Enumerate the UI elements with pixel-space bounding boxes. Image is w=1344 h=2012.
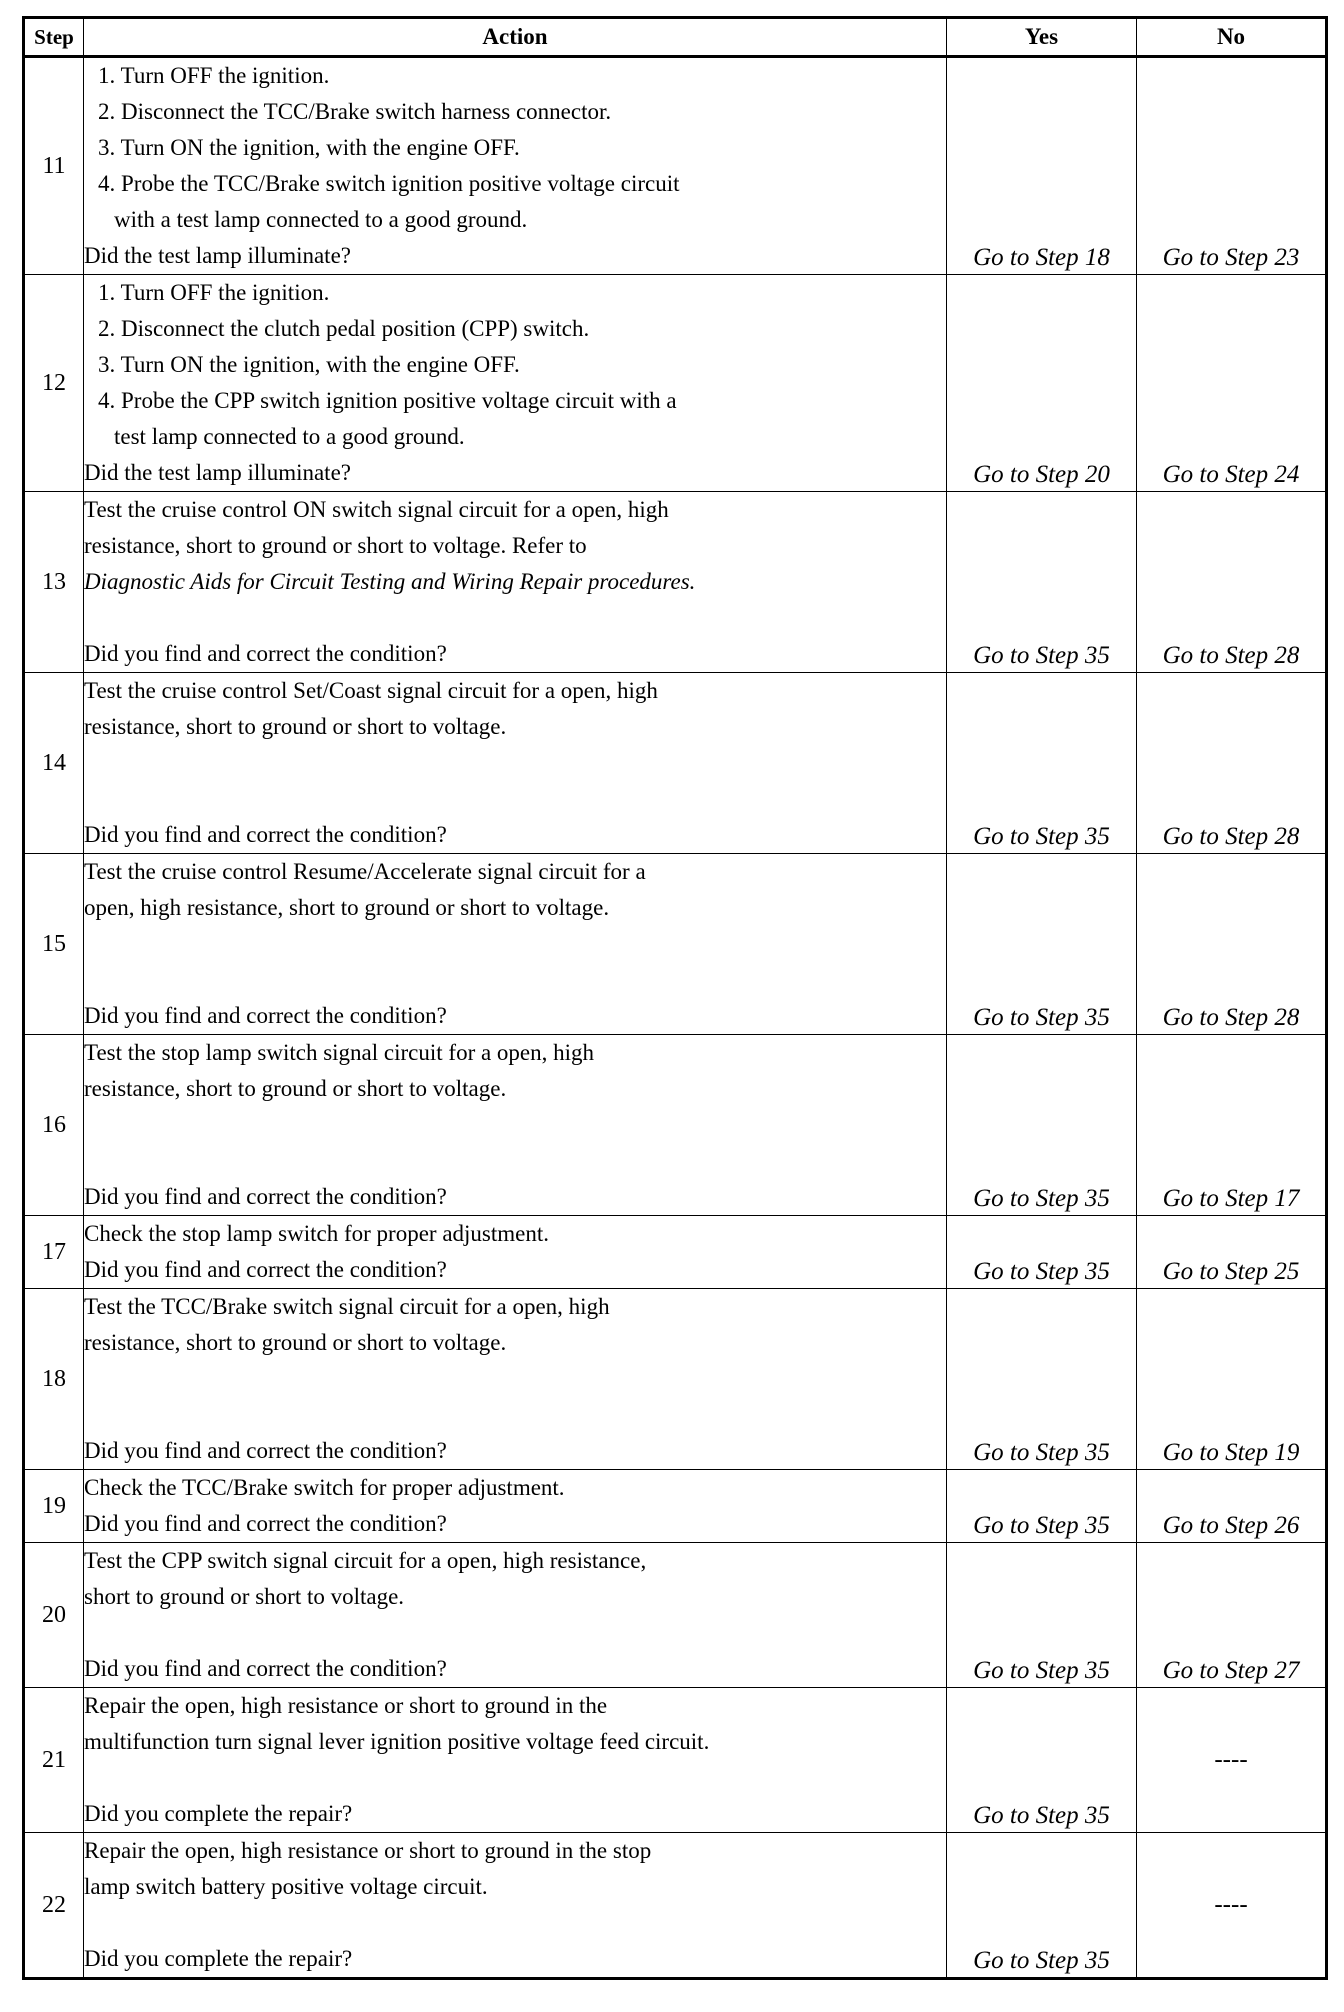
header-no: No [1137, 18, 1327, 57]
table-row [24, 1688, 1327, 1833]
no-result: ---- [1137, 1833, 1327, 1979]
action-line: Did you find and correct the condition? [84, 1257, 447, 1282]
step-number: 20 [24, 1543, 84, 1688]
yes-result: Go to Step 35 [947, 492, 1137, 673]
yes-result: Go to Step 35 [947, 1543, 1137, 1688]
blank-line [84, 1361, 946, 1397]
yes-result: Go to Step 35 [947, 1833, 1137, 1979]
blank-line [84, 926, 946, 962]
action-line: Test the cruise control Resume/Accelerate signal circuit for a [84, 859, 646, 884]
action-line: open, high resistance, short to ground or short to voltage. [84, 895, 610, 920]
table-row [24, 1216, 1327, 1289]
step-number: 22 [24, 1833, 84, 1979]
blank-line [84, 745, 946, 781]
action-cell [84, 1470, 947, 1543]
action-line: Repair the open, high resistance or short to ground in the stop [84, 1838, 652, 1863]
step-number: 19 [24, 1470, 84, 1543]
no-result: Go to Step 25 [1137, 1216, 1327, 1289]
table-row [24, 854, 1327, 1035]
step-number: 16 [24, 1035, 84, 1216]
table-row [24, 1035, 1327, 1216]
action-cell [84, 1216, 947, 1289]
blank-line [84, 1760, 946, 1796]
yes-result: Go to Step 35 [947, 1470, 1137, 1543]
no-result: Go to Step 27 [1137, 1543, 1327, 1688]
no-result: Go to Step 26 [1137, 1470, 1327, 1543]
action-line: 4. Probe the TCC/Brake switch ignition positive voltage circuit [98, 171, 680, 196]
yes-result: Go to Step 35 [947, 1216, 1137, 1289]
blank-line [84, 962, 946, 998]
table-row [24, 673, 1327, 854]
action-line: resistance, short to ground or short to voltage. [84, 1076, 507, 1101]
action-line: resistance, short to ground or short to voltage. Refer to [84, 533, 587, 558]
header-step: Step [24, 18, 84, 57]
step-number: 21 [24, 1688, 84, 1833]
no-result: Go to Step 19 [1137, 1289, 1327, 1470]
table-body [24, 57, 1327, 1979]
blank-line [84, 1143, 946, 1179]
yes-result: Go to Step 35 [947, 854, 1137, 1035]
yes-result: Go to Step 35 [947, 673, 1137, 854]
action-cell [84, 57, 947, 275]
action-line: Did you find and correct the condition? [84, 1656, 447, 1681]
action-line: Did you find and correct the condition? [84, 1511, 447, 1536]
action-line: Test the cruise control Set/Coast signal circuit for a open, high [84, 678, 658, 703]
action-cell [84, 854, 947, 1035]
action-cell [84, 1035, 947, 1216]
action-line: Test the TCC/Brake switch signal circuit for a open, high [84, 1294, 610, 1319]
action-line: Did you find and correct the condition? [84, 1438, 447, 1463]
no-result: Go to Step 24 [1137, 275, 1327, 492]
table-row [24, 1289, 1327, 1470]
action-cell [84, 1543, 947, 1688]
action-line: 1. Turn OFF the ignition. [98, 280, 330, 305]
no-result: Go to Step 17 [1137, 1035, 1327, 1216]
blank-line [84, 781, 946, 817]
yes-result: Go to Step 35 [947, 1289, 1137, 1470]
blank-line [84, 1107, 946, 1143]
no-result: Go to Step 23 [1137, 57, 1327, 275]
action-line: Diagnostic Aids for Circuit Testing and Wiring Repair procedures. [84, 569, 696, 594]
action-line: Did you complete the repair? [84, 1946, 353, 1971]
no-result: Go to Step 28 [1137, 854, 1327, 1035]
table-row [24, 57, 1327, 275]
action-line: 3. Turn ON the ignition, with the engine OFF. [98, 135, 520, 160]
action-line: Did you complete the repair? [84, 1801, 353, 1826]
step-number: 17 [24, 1216, 84, 1289]
header-action: Action [84, 18, 947, 57]
step-number: 14 [24, 673, 84, 854]
action-line: lamp switch battery positive voltage circuit. [84, 1874, 488, 1899]
action-line: Repair the open, high resistance or short to ground in the [84, 1693, 608, 1718]
header-yes: Yes [947, 18, 1137, 57]
action-line: Did you find and correct the condition? [84, 822, 447, 847]
action-line: 4. Probe the CPP switch ignition positive voltage circuit with a [98, 388, 677, 413]
action-line: Did you find and correct the condition? [84, 641, 447, 666]
action-cell [84, 492, 947, 673]
step-number: 18 [24, 1289, 84, 1470]
action-cell [84, 673, 947, 854]
step-number: 15 [24, 854, 84, 1035]
action-line: Test the cruise control ON switch signal circuit for a open, high [84, 497, 669, 522]
yes-result: Go to Step 20 [947, 275, 1137, 492]
action-line: Did you find and correct the condition? [84, 1184, 447, 1209]
action-line: resistance, short to ground or short to voltage. [84, 1330, 507, 1355]
action-cell [84, 1833, 947, 1979]
action-line: Did the test lamp illuminate? [84, 243, 351, 268]
action-line: test lamp connected to a good ground. [114, 424, 465, 449]
step-number: 11 [24, 57, 84, 275]
yes-result: Go to Step 18 [947, 57, 1137, 275]
table-row [24, 275, 1327, 492]
blank-line [84, 1905, 946, 1941]
action-line: resistance, short to ground or short to voltage. [84, 714, 507, 739]
action-line: Check the stop lamp switch for proper adjustment. [84, 1221, 550, 1246]
blank-line [84, 1397, 946, 1433]
action-line: short to ground or short to voltage. [84, 1584, 405, 1609]
yes-result: Go to Step 35 [947, 1035, 1137, 1216]
table-row [24, 1543, 1327, 1688]
table-row [24, 1833, 1327, 1979]
action-line: 2. Disconnect the TCC/Brake switch harness connector. [98, 99, 612, 124]
table-row [24, 1470, 1327, 1543]
action-line: 2. Disconnect the clutch pedal position (CPP) switch. [98, 316, 590, 341]
step-number: 12 [24, 275, 84, 492]
action-line: 3. Turn ON the ignition, with the engine OFF. [98, 352, 520, 377]
action-line: Did you find and correct the condition? [84, 1003, 447, 1028]
blank-line [84, 600, 946, 636]
action-line: Test the stop lamp switch signal circuit for a open, high [84, 1040, 595, 1065]
action-cell [84, 1289, 947, 1470]
diagnostic-table [22, 16, 1328, 1980]
no-result: ---- [1137, 1688, 1327, 1833]
yes-result: Go to Step 35 [947, 1688, 1137, 1833]
table-row [24, 492, 1327, 673]
action-line: Test the CPP switch signal circuit for a open, high resistance, [84, 1548, 647, 1573]
action-line: Check the TCC/Brake switch for proper adjustment. [84, 1475, 565, 1500]
action-line: with a test lamp connected to a good ground. [114, 207, 528, 232]
action-cell [84, 1688, 947, 1833]
action-line: 1. Turn OFF the ignition. [98, 63, 330, 88]
blank-line [84, 1615, 946, 1651]
action-line: Did the test lamp illuminate? [84, 460, 351, 485]
step-number: 13 [24, 492, 84, 673]
header-row [24, 18, 1327, 57]
no-result: Go to Step 28 [1137, 673, 1327, 854]
action-line: multifunction turn signal lever ignition positive voltage feed circuit. [84, 1729, 710, 1754]
action-cell [84, 275, 947, 492]
no-result: Go to Step 28 [1137, 492, 1327, 673]
